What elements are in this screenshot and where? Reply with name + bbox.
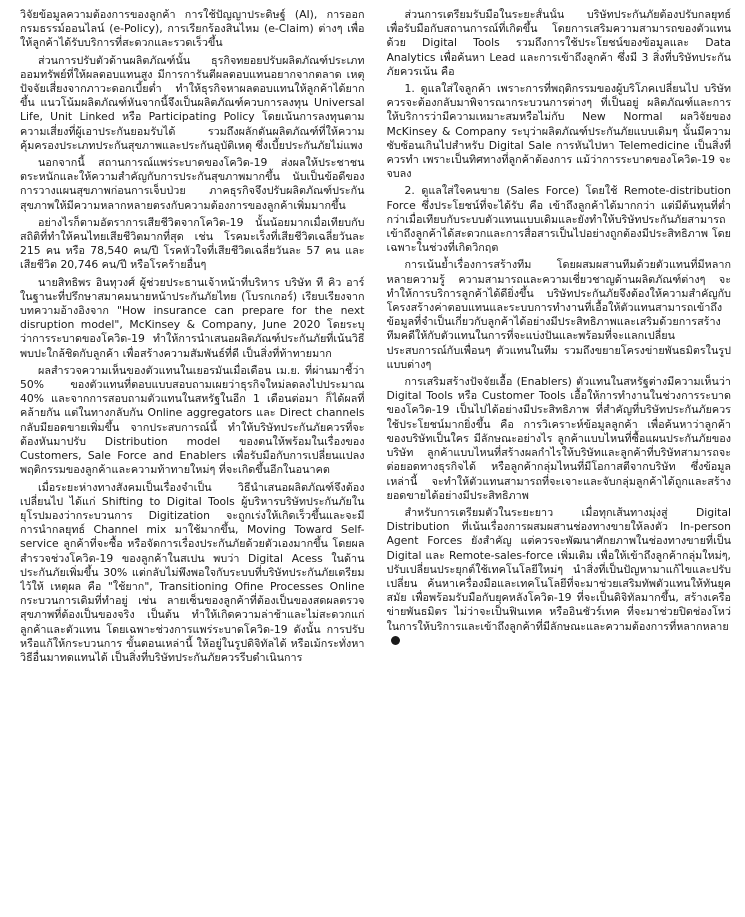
left-column — [20, 8, 365, 911]
left-paragraph-4: อย่างไรก็ตามอัตราการเสียชีวิตจากโควิด-19 นั้นน้อยมากเมื่อเทียบกับสถิติที่ทำให้คนไทยเสียชีวิตมากที่สุด เช่น โรคมะเร็งที่เสียชีวิตเฉลี่ยวันละ 215 คน หรือ 78,540 คน/ปี โรคหัวใจที่เสียชีวิตเฉลี่ยวันละ 57 คน และเสียชีวิต 20,746 คน/ปี หรือโรคร้ายอื่นๆ — [20, 215, 365, 272]
right-paragraph-5: การเสริมสร้างปัจจัยเอื้อ (Enablers) ตัวแทนในสหรัฐต่างมีความเห็นว่า Digital Tools หรือ Customer Tools เอื้อให้การทำงานในช่วงการระบาดของโควิด-19 เป็นไปได้อย่างมีประสิทธิภาพ ที่สำคัญที่บริษัทประกันภัยควรใช้ประโยชน์มากยิ่งขึ้น คือ การวิเคราะห์ข้อมูลลูกค้า เพื่อค้นหาว่าลูกค้าของบริษัทเป็นใคร มีลักษณะอย่างไร ลูกค้าแบบไหนที่ซื้อแผนประกันภัยของบริษัท ลูกค้าแบบไหนที่สร้างผลกำไรให้บริษัทและลูกค้าที่บริษัทสามารถจะต่อยอดทางธุรกิจได้ หรือลูกค้ากลุ่มไหนที่มีโอกาสตีจากบริษัท ซึ่งข้อมูลเหล่านี้ จะทำให้ตัวแทนสามารถที่จะเจาะและจับกลุ่มลูกค้าได้ถูกและสร้างยอดขายได้อย่างมีประสิทธิภาพ — [386, 375, 731, 502]
left-paragraph-2: ส่วนการปรับตัวด้านผลิตภัณฑ์นั้น ธุรกิจทยอยปรับผลิตภัณฑ์ประเภทออมทรัพย์ที่ให้ผลตอบแทนสูง มีการการันตีผลตอบแทนอยากจากตลาด เหตุปัจจัยเสี่ยงจากภาวะดอกเบี้ยต่ำ ทำให้ธุรกิจหาผลตอบแทนให้ลูกค้าได้ยากขึ้น แนวโน้มผลิตภัณฑ์หันจากนี้จึงเป็นผลิตภัณฑ์ควบการลงทุน Universal Life, Unit Linked หรือ Participating Policy โดยเน้นการลงทุนตามความเสี่ยงที่ผู้เอาประกันยอมรับได้ รวมถึงผลักดันผลิตภัณฑ์ที่ให้ความคุ้มครองประเภทประกันสุขภาพและประกันอุบัติเหตุ ซึ่งเบี้ยประกันภัยไม่แพง — [20, 53, 365, 152]
right-paragraph-6-text: สำหรับการเตรียมตัวในระยะยาว เมื่อทุกเส้นทางมุ่งสู่ Digital Distribution ที่เน้นเรื่องการผสมผสานช่องทางขายให้ลงตัว In-person Agent Forces ยังสำคัญ แต่ควรจะพัฒนาศักยภาพในช่องทางขายที่เป็น Digital และ Remote-sales-force เพิ่มเติม เพื่อให้เข้าถึงลูกค้ากลุ่มใหม่ๆ, ปรับเปลี่ยนประยุกต์ใช้เทคโนโลยีใหม่ๆ นำสิ่งที่เป็นปัญหามาแก้ไขและปรับเปลี่ยน ค้นหาเครื่องมือและเทคโนโลยีที่จะมาช่วยเสริมทัพตัวแทนให้ทันยุคสมัย เพื่อพร้อมรับมือกับยุคหลังโควิด-19 ที่จะเป็นดิจิทัลมากขึ้น, สร้างเครือข่ายพันธมิตร ไม่ว่าจะเป็นฟินเทค หรืออินชัวร์เทค ที่จะมาช่วยปิดช่องโหว่ในการให้บริการและเข้าถึงลูกค้าที่มีลักษณะและความต้องการที่หลากหลาย — [386, 505, 731, 633]
end-of-article-bullet-icon — [391, 636, 400, 645]
left-paragraph-6: ผลสำรวจความเห็นของตัวแทนในเยอรมันเมื่อเดือน เม.ย. ที่ผ่านมาชี้ว่า 50% ของตัวแทนที่ตอบแบบสอบถามเผยว่าธุรกิจใหม่ลดลงไปประมาณ 40% และจากการสอบถามตัวแทนในสหรัฐในอีก 1 เดือนต่อมา ก็ได้ผลที่คล้ายกัน แต่ในทางกลับกัน Online aggregators และ Direct channels กลับมียอดขายเพิ่มขึ้น จากประสบการณ์นี้ ทำให้บริษัทประกันภัยควรที่จะต้องหันมาปรับ Distribution model ของตนให้พร้อมในเรื่องของ Customers, Sale Force and Enablers เพื่อรับมือกับการเปลี่ยนแปลงพฤติกรรมของลูกค้าและความท้าทายใหม่ๆ ที่จะเกิดขึ้นอีกในอนาคต — [20, 363, 365, 477]
right-column — [387, 8, 732, 911]
left-paragraph-1: วิจัยข้อมูลความต้องการของลูกค้า การใช้ปัญญาประดิษฐ์ (AI), การออกกรมธรรม์ออนไลน์ (e-Policy), การเรียกร้องสินไหม (e-Claim) ต่างๆ เพื่อให้ลูกค้าได้รับบริการที่สะดวกและรวดเร็วขึ้น — [20, 8, 365, 50]
left-paragraph-5: นายสิทธิพร อินทุวงศ์ ผู้ช่วยประธานเจ้าหน้าที่บริหาร บริษัท ที คิว อาร์ ในฐานะที่ปรึกษาสมาคมนายหน้าประกันภัยไทย (โบรกเกอร์) เรียบเรียงจากบทความอ้างอิงจาก "How insurance can prepare for the next disruption model", McKinsey & Company, June 2020 โดยระบุว่าการระบาดของโควิด-19 ทำให้การนำเสนอผลิตภัณฑ์ประกันภัยที่เน้นวิธีพบปะใกล้ชิดกับลูกค้า เพื่อสร้างความสัมพันธ์ที่ดี เป็นสิ่งที่ท้าทายมาก — [20, 275, 365, 360]
right-paragraph-3: 2. ดูแลใส่ใจคนขาย (Sales Force) โดยใช้ Remote-distribution Force ซึ่งประโยชน์ที่จะได้รับ คือ เข้าถึงลูกค้าได้มากกว่า แต่มีต้นทุนที่ต่ำกว่าเมื่อเทียบกับระบบตัวแทนแบบเดิมและยังทำให้บริษัทประกันภัยสามารถเข้าถึงลูกค้าได้สะดวกและการสื่อสารเป็นไปอย่างถูกต้องมีประสิทธิภาพ โดยเฉพาะในช่วงที่เกิดวิกฤต — [386, 184, 731, 255]
left-paragraph-7: เมื่อระยะห่างทางสังคมเป็นเรื่องจำเป็น วิธีนำเสนอผลิตภัณฑ์จึงต้องเปลี่ยนไป ได้แก่ Shifting to Digital Tools ผู้บริหารบริษัทประกันภัยในยุโรปมองว่ากระบวนการ Digitization จะถูกเร่งให้เกิดเร็วขึ้นและจะมีการนำกลยุทธ์ Channel mix มาใช้มากขึ้น, Moving Toward Self-service ลูกค้าที่จะซื้อ หรือจัดการเรื่องประกันภัยด้วยตัวเองมากขึ้น โดยผลสำรวจช่วงโควิด-19 ของลูกค้าในสเปน พบว่า Digital Acess ในด้านประกันภัยเพิ่มขึ้น 30% แต่กลับไม่พึงพอใจกับระบบที่บริษัทประกันภัยเตรียมไว้ให้ เหตุผล คือ "ใช้ยาก", Transitioning Ofine Processes Online กระบวนการเดิมที่ทำอยู่ เช่น ลายเซ็นของลูกค้าที่ต้องเป็นของสดผลตรวจสุขภาพที่ต้องเป็นของจริง เป็นต้น ทำให้เกิดความล่าช้าและไม่สะดวกแก่ลูกค้าและตัวแทน โดยเฉพาะช่วงการแพร่ระบาดโควิด-19 ดังนั้น การปรับหรือแก้ให้กระบวนการ ขั้นตอนเหล่านี้ ให้อยู่ในรูปดิจิทัลได้ หรือเม้กระทั่งหาวิธีอื่นมาทดแทนได้ เป็นสิ่งที่บริษัทประกันภัยควรรีบดำเนินการ — [20, 480, 365, 664]
right-paragraph-6 — [387, 506, 732, 648]
right-paragraph-1: ส่วนการเตรียมรับมือในระยะสั้นนั้น บริษัทประกันภัยต้องปรับกลยุทธ์ เพื่อรับมือกับสถานการณ์ที่เกิดขึ้น โดยการเสริมความสามารถของตัวแทนด้วย Digital Tools รวมถึงการใช้ประโยชน์ของข้อมูลและ Data Analytics เพื่อค้นหา Lead และการเข้าถึงลูกค้า ซึ่งมี 3 สิ่งที่บริษัทประกันภัยควรเน้น คือ — [386, 8, 731, 78]
right-paragraph-4: การเน้นย้ำเรื่องการสร้างทีม โดยผสมผสานทีมด้วยตัวแทนที่มีหลากหลายความรู้ ความสามารถและความเชี่ยวชาญด้านผลิตภัณฑ์ต่างๆ จะทำให้การบริการลูกค้าได้ดียิ่งขึ้น บริษัทประกันภัยจึงต้องให้ความสำคัญกับโครงสร้างค่าตอบแทนและระบบการทำงานที่เอื้อให้ตัวแทนสามารถเข้าถึงข้อมูลที่จำเป็นเกี่ยวกับลูกค้าได้อย่างมีประสิทธิภาพและเสริมด้วยการสร้างทีมคดีให้กับตัวแทนในการที่จะแบ่งปันและพร้อมที่จะแลกเปลี่ยนประสบการณ์กับเพื่อนๆ ตัวแทนในทีม รวมถึงขยายโครงข่ายพันธมิตรในรูปแบบต่างๆ — [386, 258, 731, 371]
left-paragraph-3: นอกจากนี้ สถานการณ์แพร่ระบาดของโควิด-19 ส่งผลให้ประชาชนตระหนักและให้ความสำคัญกับการประกันสุขภาพมากขึ้น นับเป็นข้อดีของการวางแผนสุขภาพก่อนการเจ็บป่วย ภาคธุรกิจจึงปรับผลิตภัณฑ์ประกันสุขภาพให้มีความหลากหลายตรงกับความต้องการของลูกค้าเพิ่มมากขึ้น — [20, 156, 365, 212]
right-paragraph-2: 1. ดูแลใส่ใจลูกค้า เพราะการที่พฤติกรรมของผู้บริโภคเปลี่ยนไป บริษัทควรจะต้องกลับมาพิจารณากระบวนการต่างๆ ที่เป็นอยู่ ผลิตภัณฑ์และการให้บริการว่ามีความเหมาะสมหรือไม่กับ New Normal ผลวิจัยของ McKinsey & Company ระบุว่าผลิตภัณฑ์ประกันภัยแบบเดิมๆ นั้นมีความซับซ้อนเกินไปสำหรับ Digital Sale การหันไปหา Telemedicine เป็นสิ่งที่ควรทำ เพราะเป็นทิศทางที่ลูกค้าต้องการ แม้ว่าการระบาดของโควิด-19 จะจบลง — [386, 82, 731, 181]
